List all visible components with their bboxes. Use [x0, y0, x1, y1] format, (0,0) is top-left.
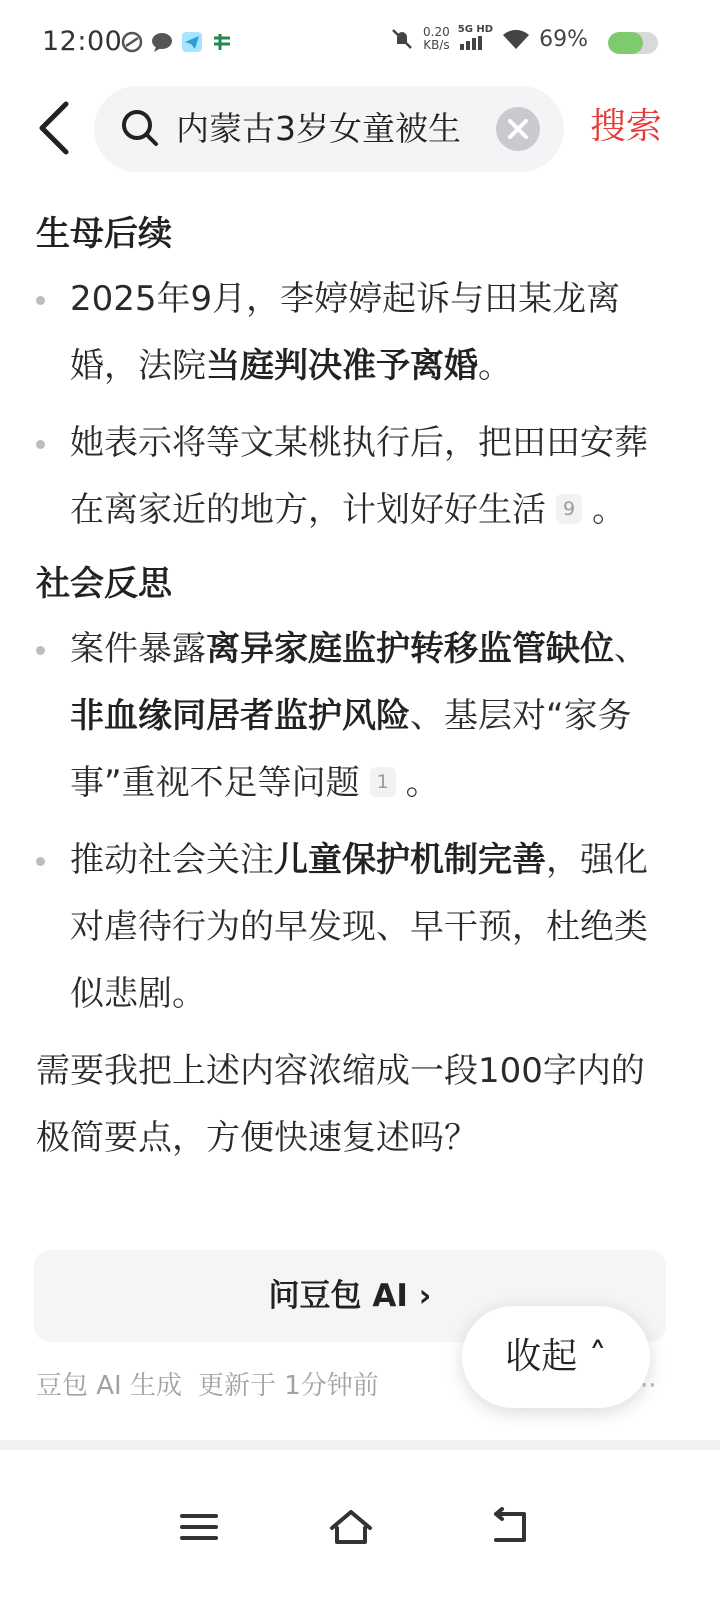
footer-note	[36, 1366, 379, 1406]
search-box[interactable]	[94, 86, 564, 172]
bullet-dot	[36, 646, 45, 655]
sync-icon	[120, 30, 144, 54]
list-item	[36, 616, 666, 817]
citation-badge[interactable]: 1	[370, 767, 396, 797]
bullet-bold-text: 当庭判决准予离婚	[206, 346, 478, 386]
section-heading: 生母后续	[36, 214, 172, 254]
divider	[0, 1440, 720, 1450]
collapse-button[interactable]: 收起 ˄	[462, 1306, 650, 1408]
battery-fill	[608, 32, 643, 54]
message-icon	[150, 30, 174, 54]
citation-badge[interactable]: 9	[556, 494, 582, 524]
source-label: 豆包 AI 生成	[36, 1371, 182, 1401]
bullet-dot	[36, 857, 45, 866]
app-icon	[210, 30, 234, 54]
ask-doubao-button[interactable]: 问豆包 AI ›	[34, 1250, 666, 1342]
menu-icon	[176, 1506, 222, 1548]
network-label: 5G HD	[457, 24, 494, 35]
bullet-text: 、基层对“家务事”重视不足等问题	[70, 696, 632, 803]
bullet-bold-text: 非血缘同居者监护风险	[70, 696, 410, 736]
followup-question: 需要我把上述内容浓缩成一段100字内的极简要点，方便快速复述吗？	[36, 1051, 645, 1158]
home-icon	[328, 1506, 374, 1548]
telegram-icon	[180, 30, 204, 54]
more-button[interactable]: ··	[640, 1371, 657, 1401]
clear-icon	[496, 107, 540, 151]
answer-content	[36, 204, 666, 1172]
search-button[interactable]: 搜索	[590, 106, 663, 147]
list-item	[36, 410, 666, 544]
list-item	[36, 827, 666, 1028]
net-speed-value: 0.20	[423, 25, 450, 39]
wifi-icon	[501, 27, 531, 51]
system-nav-bar	[0, 1450, 720, 1608]
section-heading: 社会反思	[36, 564, 172, 604]
nav-back-button[interactable]	[488, 1506, 534, 1548]
bullet-text: 。	[405, 763, 440, 803]
status-time: 12:00	[42, 26, 123, 57]
bullet-text: 、	[614, 629, 648, 669]
mute-icon	[389, 26, 415, 52]
bullet-text: 她表示将等文某桃执行后，把田田安葬在离家近的地方，计划好好生活	[70, 423, 648, 530]
net-speed-unit: KB/s	[423, 38, 450, 52]
bullet-dot	[36, 296, 45, 305]
net-speed	[423, 26, 450, 52]
bullet-text: 。	[592, 490, 626, 530]
bullet-dot	[36, 440, 45, 449]
signal-icon	[458, 36, 484, 50]
nav-menu-button[interactable]	[176, 1506, 222, 1548]
back-arrow-icon	[34, 100, 84, 156]
search-input[interactable]: 内蒙古3岁女童被生	[176, 109, 461, 148]
clear-button[interactable]	[496, 107, 540, 151]
bullet-text: 案件暴露	[70, 629, 206, 669]
bullet-text: 推动社会关注	[70, 840, 274, 880]
status-bar	[0, 0, 720, 86]
list-item	[36, 266, 666, 400]
status-right-group	[389, 24, 588, 54]
bullet-text: 。	[478, 346, 512, 386]
return-icon	[488, 1506, 534, 1548]
bullet-text: ，强化对虐待行为的早发现、早干预，杜绝类似悲剧。	[70, 840, 648, 1014]
signal-group	[458, 24, 493, 54]
battery-percent: 69%	[539, 26, 588, 52]
search-icon	[120, 108, 160, 148]
notification-icons	[120, 30, 234, 54]
bullet-text: 2025年9月，李婷婷起诉与田某龙离婚，法院	[70, 279, 621, 386]
updated-label: 更新于 1分钟前	[197, 1371, 379, 1401]
battery-icon	[608, 32, 658, 54]
nav-home-button[interactable]	[328, 1506, 374, 1548]
bullet-bold-text: 离异家庭监护转移监管缺位	[206, 629, 614, 669]
bullet-bold-text: 儿童保护机制完善	[274, 840, 546, 880]
back-button[interactable]	[34, 100, 84, 156]
